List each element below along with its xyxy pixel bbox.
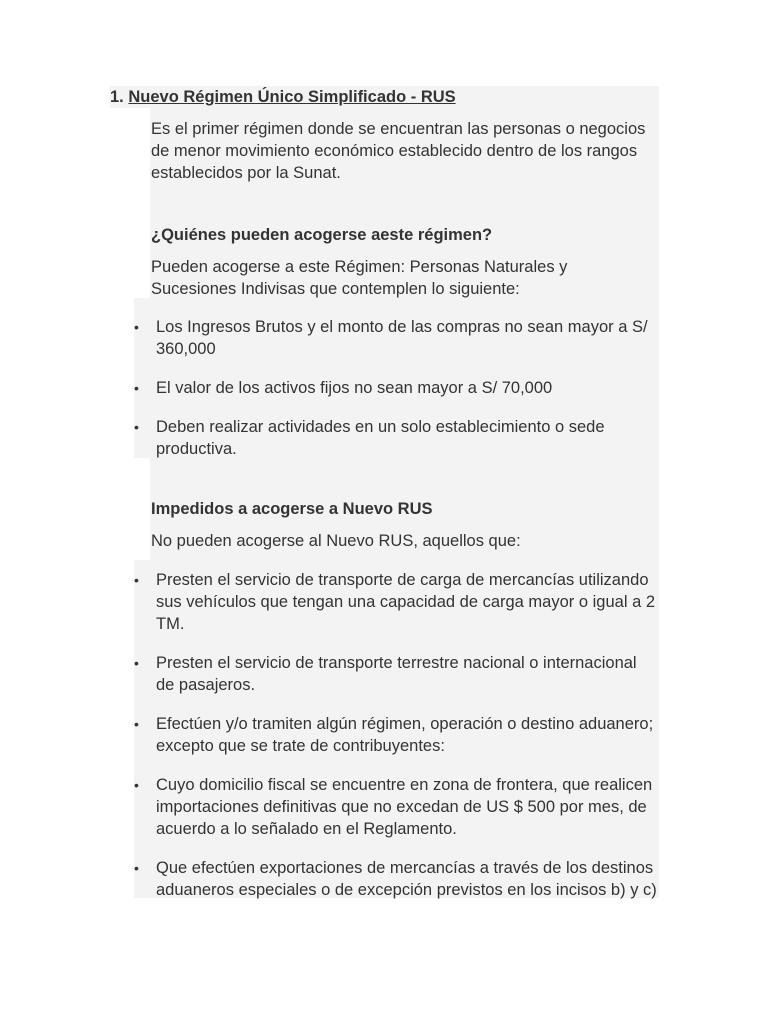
heading-number: 1. [110,88,124,106]
section1-lead: Pueden acogerse a este Régimen: Personas Naturales y Sucesiones Indivisas que contemplen lo siguiente: [151,258,568,298]
list-item: • Deben realizar actividades en un solo establecimiento o sede productiva. [134,416,657,460]
list-item: • Presten el servicio de transporte de carga de mercancías utilizando sus vehículos que tengan una capacidad de carga mayor o igual a 2 TM. [134,569,657,635]
list-item: • Los Ingresos Brutos y el monto de las compras no sean mayor a S/ 360,000 [134,316,657,360]
section2-title: Impedidos a acogerse a Nuevo RUS [151,500,433,518]
section-heading [110,87,456,108]
list-item: • Presten el servicio de transporte terrestre nacional o internacional de pasajeros. [134,652,657,696]
section1-list [134,316,657,460]
section2-lead: No pueden acogerse al Nuevo RUS, aquellos que: [151,532,521,550]
section2-list [134,569,657,901]
list-item: • Que efectúen exportaciones de mercancías a través de los destinos aduaneros especiales o de excepción previstos en los incisos b) y c) [134,857,657,901]
intro-paragraph: Es el primer régimen donde se encuentran las personas o negocios de menor movimiento económico establecido dentro de los rangos establecidos por la Sunat. [151,120,646,182]
list-item: • El valor de los activos fijos no sean mayor a S/ 70,000 [134,377,657,399]
heading-title: Nuevo Régimen Único Simplificado - RUS [128,88,456,106]
section1-title: ¿Quiénes pueden acogerse aeste régimen? [151,226,493,244]
list-item: • Efectúen y/o tramiten algún régimen, operación o destino aduanero; excepto que se trate de contribuyentes: [134,713,657,757]
list-item: • Cuyo domicilio fiscal se encuentre en zona de frontera, que realicen importaciones definitivas que no excedan de US $ 500 por mes, de acuerdo a lo señalado en el Reglamento. [134,774,657,840]
